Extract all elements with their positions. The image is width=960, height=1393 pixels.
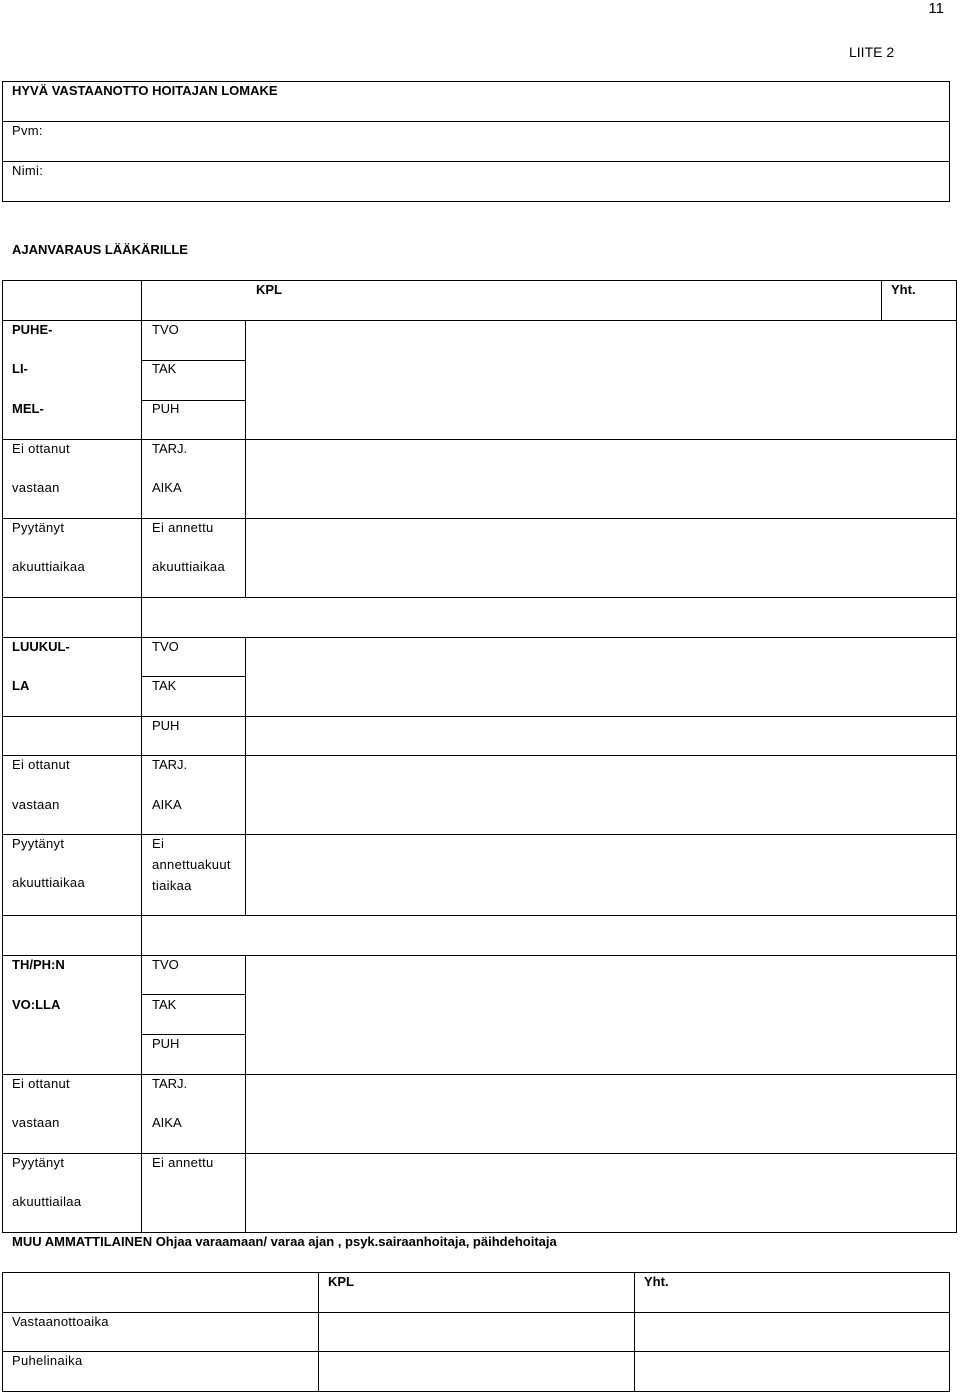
nurse-row-tak: TAK [152, 997, 177, 1012]
nurse-not-accepted-2: vastaan [12, 1115, 60, 1130]
form-title: HYVÄ VASTAANOTTO HOITAJAN LOMAKE [12, 83, 278, 98]
phone-row-tak: TAK [152, 361, 177, 376]
nurse-row-tvo: TVO [152, 957, 179, 972]
phone-requested-2: akuuttiaikaa [12, 559, 85, 574]
reception-not-accepted-1: Ei ottanut [12, 757, 70, 772]
phone-requested-1: Pyytänyt [12, 520, 65, 535]
reception-not-given-3: tiaikaa [152, 878, 192, 893]
reception-time-label: Vastaanottoaika [12, 1314, 109, 1329]
reception-row-aika: AIKA [152, 797, 182, 812]
name-label: Nimi: [12, 163, 44, 178]
appointments-title: AJANVARAUS LÄÄKÄRILLE [12, 242, 188, 257]
reception-label-2: LA [12, 678, 30, 693]
other-yht-header: Yht. [644, 1274, 669, 1289]
phone-label-3: MEL- [12, 401, 44, 416]
phone-row-puh: PUH [152, 401, 180, 416]
reception-row-puh: PUH [152, 718, 180, 733]
reception-requested-1: Pyytänyt [12, 836, 65, 851]
nurse-row-tarj: TARJ. [152, 1076, 188, 1091]
nurse-row-puh: PUH [152, 1036, 180, 1051]
phone-not-given-2: akuuttiaikaa [152, 559, 225, 574]
page-number: 11 [928, 0, 944, 17]
nurse-label-2: VO:LLA [12, 997, 61, 1012]
phone-row-tarj: TARJ. [152, 441, 188, 456]
reception-label-1: LUUKUL- [12, 639, 70, 654]
phone-row-aika: AIKA [152, 480, 182, 495]
phone-label-1: PUHE- [12, 322, 53, 337]
reception-row-tarj: TARJ. [152, 757, 188, 772]
phone-not-accepted-2: vastaan [12, 480, 60, 495]
nurse-row-aika: AIKA [152, 1115, 182, 1130]
appendix-label: LIITE 2 [849, 44, 895, 60]
nurse-requested-2: akuuttiailaa [12, 1194, 82, 1209]
phone-not-accepted-1: Ei ottanut [12, 441, 70, 456]
nurse-not-accepted-1: Ei ottanut [12, 1076, 70, 1091]
phone-not-given-1: Ei annettu [152, 520, 214, 535]
reception-requested-2: akuuttiaikaa [12, 875, 85, 890]
phone-row-tvo: TVO [152, 322, 179, 337]
other-professional-title: MUU AMMATTILAINEN Ohjaa varaamaan/ varaa ajan , psyk.sairaanhoitaja, päihdehoitaja [12, 1234, 557, 1249]
nurse-requested-1: Pyytänyt [12, 1155, 65, 1170]
reception-not-accepted-2: vastaan [12, 797, 60, 812]
date-label: Pvm: [12, 123, 43, 138]
nurse-label-1: TH/PH:N [12, 957, 65, 972]
yht-column-header: Yht. [891, 282, 916, 297]
nurse-not-given-1: Ei annettu [152, 1155, 214, 1170]
other-kpl-header: KPL [328, 1274, 354, 1289]
reception-row-tak: TAK [152, 678, 177, 693]
kpl-column-header: KPL [256, 282, 282, 297]
reception-not-given-1: Ei [152, 836, 165, 851]
reception-not-given-2: annettuakuut [152, 857, 231, 872]
phone-label-2: LI- [12, 361, 28, 376]
reception-row-tvo: TVO [152, 639, 179, 654]
phone-time-label: Puhelinaika [12, 1353, 83, 1368]
